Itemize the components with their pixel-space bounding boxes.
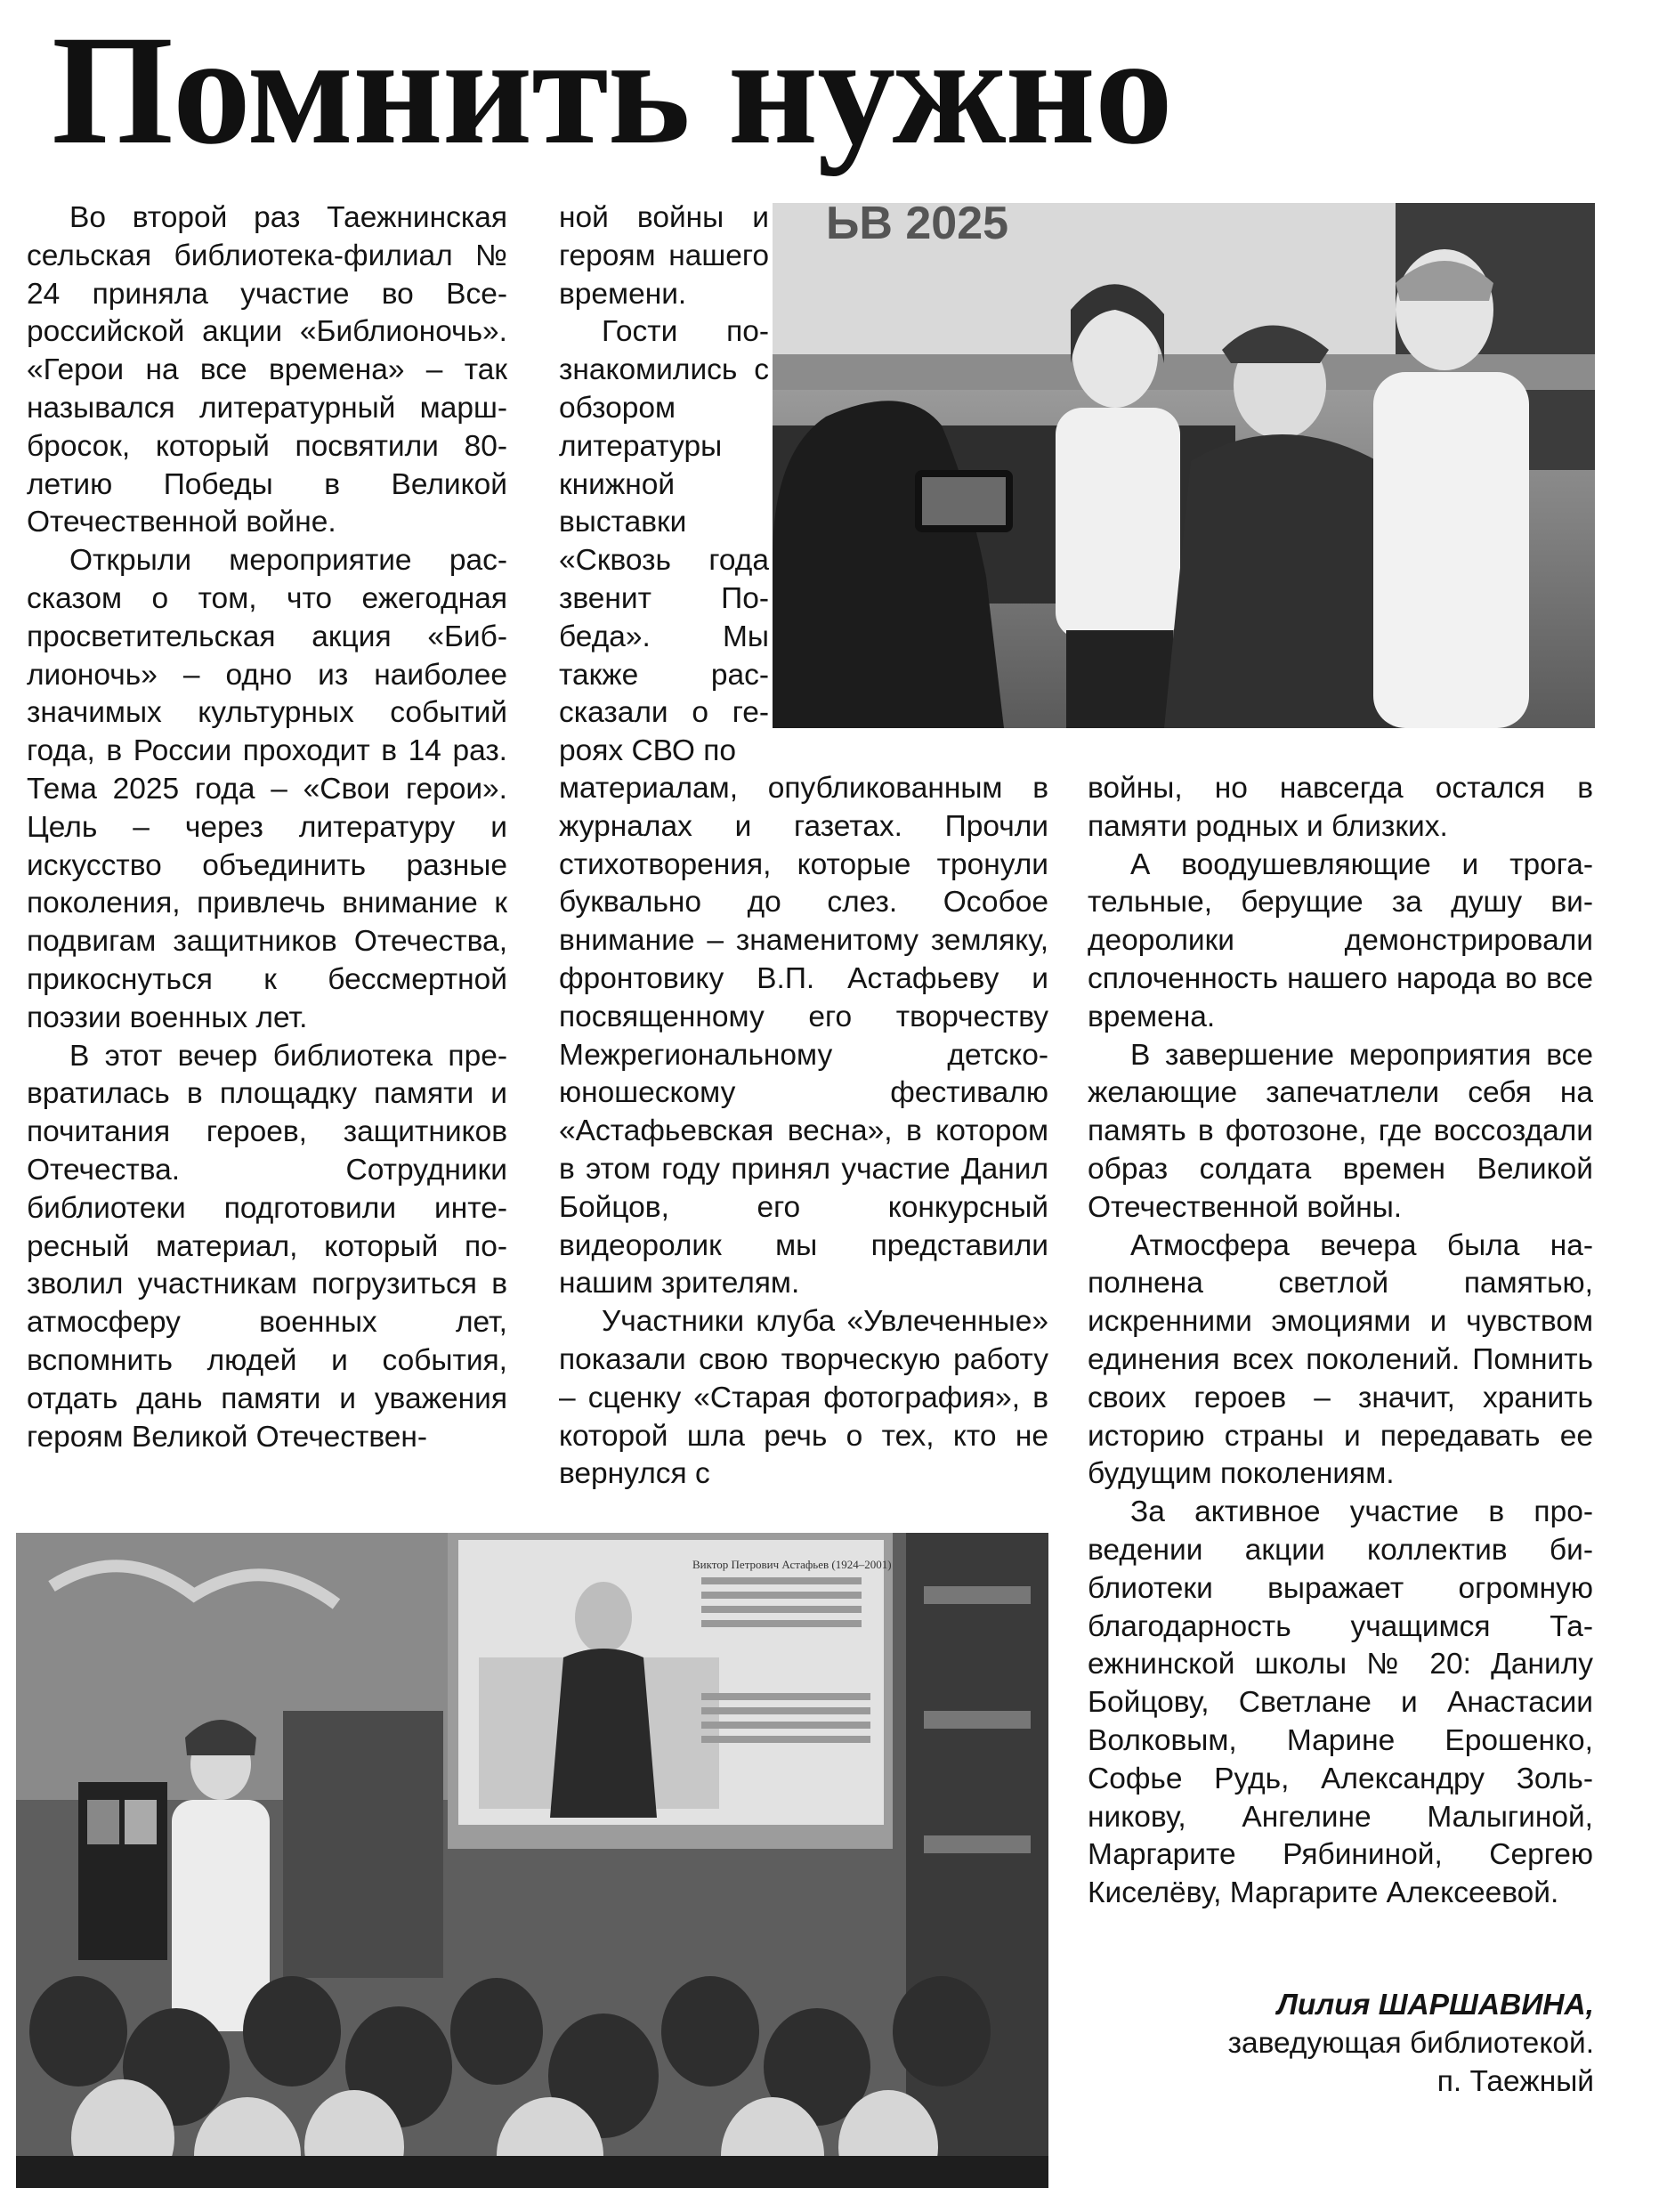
paragraph: Открыли мероприятие рассказом о том, что ежегодная просветительская акция «Библионочь» – одно из наиболее значимых культурных событий года, в России проходит в 14 раз. Тема 2025 года – «Свои герои». Цель – через литературу и искусство объединить разные поколения, привлечь внимание к подвигам защитников Отечества, прикоснуться к бессмертной поэзии военных лет. — [27, 544, 507, 1034]
paragraph: Во второй раз Таежнинская сельская библиотека-филиал № 24 приняла участие во Всероссийской акции «Библионочь». «Герои на все времена» – так назывался литературный марш-бросок, который посвятили 80-летию Победы в Великой Отечественной войне. — [27, 201, 507, 539]
article-column-2-bottom — [559, 770, 1048, 1494]
author-place: п. Таежный — [1436, 2064, 1594, 2098]
paragraph: Гости познакомились с обзором литературы книжной выставки «Сквозь года звенит Победа». Мы также рассказали о героях СВО по — [559, 315, 769, 768]
paragraph: В этот вечер библиотека превратилась в площадку памяти и почитания героев, защитников Отечества. Сотрудники библиотеки подготовили интересный материал, который позволил участникам погрузиться в атмосферу военных лет, вспомнить людей и события, отдать дань памяти и уважения героям Великой Отечествен- — [27, 1039, 507, 1454]
paragraph: ной войны и героям нашего времени. — [559, 201, 769, 311]
screen-banner-text: ЬВ 2025 — [826, 203, 1009, 249]
paragraph: В завершение мероприятия все желающие запечатлели себя на память в фотозоне, где воссоздали образ солдата времен Великой Отечественной войны. — [1088, 1038, 1593, 1224]
paragraph: Участники клуба «Увлеченные» показали свою творческую работу – сценку «Старая фотография», в которой шла речь о тех, кто не вернулся с — [559, 1305, 1048, 1491]
photo-children-on-stage — [773, 203, 1595, 728]
paragraph: Атмосфера вечера была наполнена светлой памятью, искренними эмоциями и чувством единения всех поколений. Помнить своих героев – значит, хранить историю страны и передавать ее будущим поколениям. — [1088, 1228, 1593, 1491]
paragraph: войны, но навсегда остался в памяти родных и близких. — [1088, 772, 1593, 843]
article-column-3 — [1088, 770, 1593, 1913]
article-column-2-top — [559, 199, 769, 771]
paragraph: материалам, опубликованным в журналах и газетах. Прочли стихотворения, которые тронули буквально до слез. Особое внимание – знаменитому земляку, фронтовику В.П. Астафьеву и посвященному его творчеству Межрегиональному детско-юношескому фестивалю «Астафьевская весна», в котором в этом году принял участие Данил Бойцов, его конкурсный видеоролик мы представили нашим зрителям. — [559, 772, 1048, 1300]
author-name: Лилия ШАРШАВИНА, — [1276, 1989, 1594, 2022]
author-position: заведующая библиотекой. — [1227, 2026, 1594, 2060]
screen-caption: Виктор Петрович Астафьев (1924–2001) — [692, 1558, 892, 1571]
signature — [1228, 1987, 1594, 2101]
paragraph: За активное участие в проведении акции коллектив библиотеки выражает огромную благодарность учащимся Таежнинской школы № 20: Данилу Бойцову, Светлане и Анастасии Волковым, Марине Ерошенко, Софье Рудь, Александру Зольникову, Ангелине Малыгиной, Маргарите Рябининой, Сергею Киселёву, Маргарите Алексеевой. — [1088, 1495, 1593, 1910]
paragraph: А воодушевляющие и трогательные, берущие за душу видеоролики демонстрировали сплоченность нашего народа во все времена. — [1088, 847, 1593, 1033]
article-column-1 — [27, 199, 507, 1456]
headline: Помнить нужно — [52, 4, 1172, 177]
photo-library-event — [16, 1533, 1048, 2188]
